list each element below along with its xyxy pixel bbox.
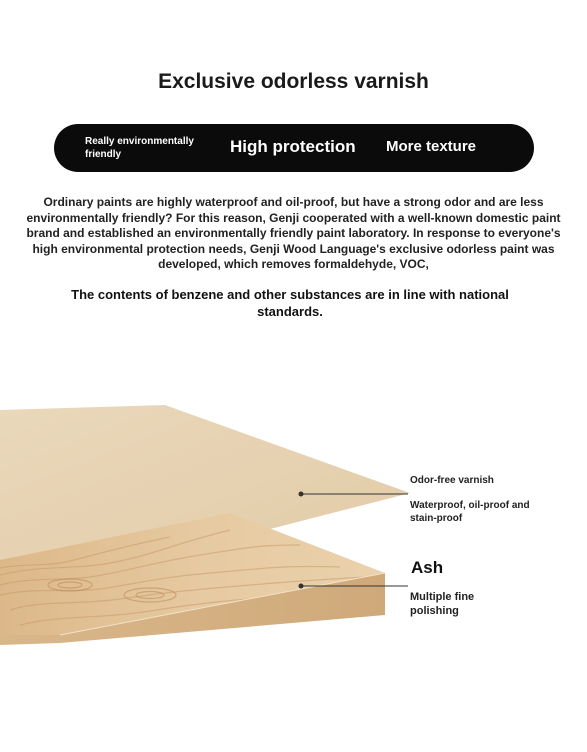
callout-varnish-detail: Waterproof, oil-proof and stain-proof <box>410 500 530 524</box>
description-emphasis: The contents of benzene and other substances are in line with national standards. <box>71 287 509 319</box>
description-text: Ordinary paints are highly waterproof and oil-proof, but have a strong odor and are less environmentally friendly? For this reason, Genji cooperated with a well-known domestic paint brand and established an environmentally friendly paint laboratory. In response to everyone's high environmental protection needs, Genji Wood Language's exclusive odorless paint was developed, which removes formaldehyde, VOC, <box>26 195 561 271</box>
feature-texture: More texture <box>386 138 477 155</box>
feature-protection: High protection <box>230 137 356 156</box>
callout-wood-detail: Multiple fine polishing <box>410 591 475 617</box>
feature-banner <box>54 124 534 172</box>
page-title: Exclusive odorless varnish <box>158 70 429 93</box>
callout-varnish-title: Odor-free varnish <box>410 475 494 486</box>
callout-wood-title: Ash <box>411 558 444 577</box>
feature-environmental: Really environmentally friendly <box>85 136 194 160</box>
wood-board-illustration <box>0 395 587 695</box>
